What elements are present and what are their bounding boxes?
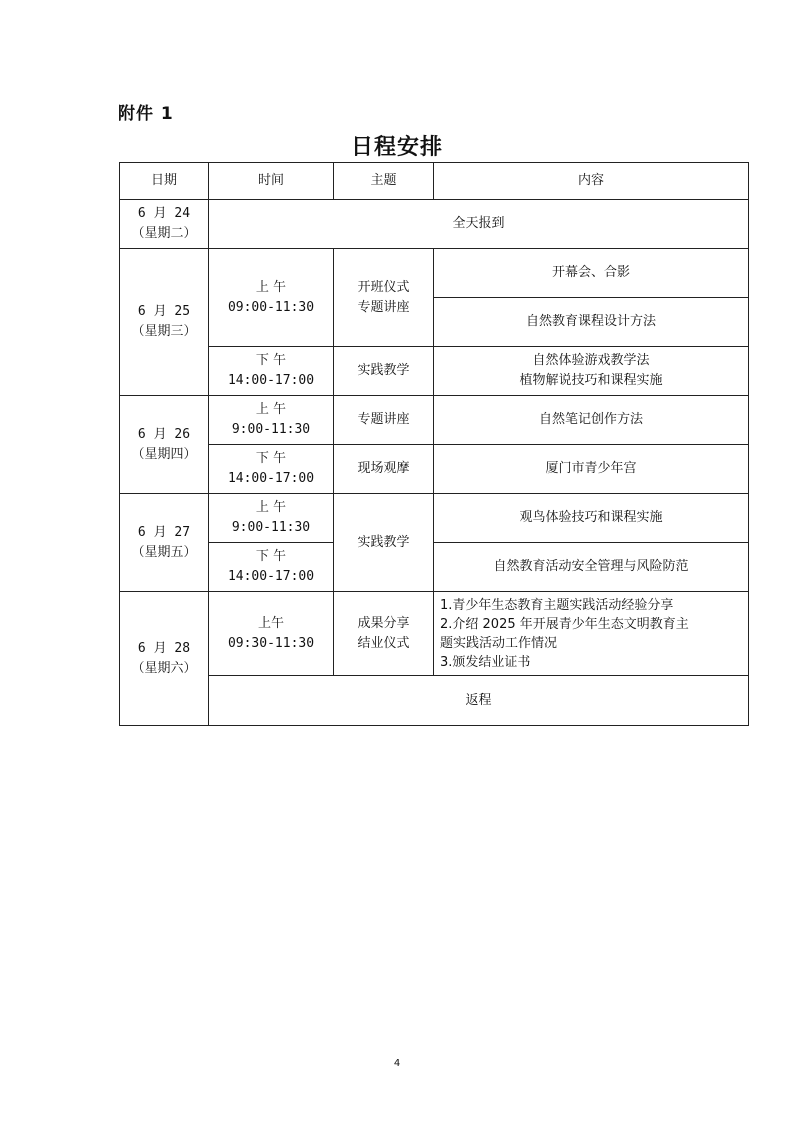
date: 6 月 27 <box>137 524 191 540</box>
header-content: 内容 <box>434 163 749 200</box>
theme-line: 结业仪式 <box>357 635 410 651</box>
table-row <box>120 445 749 494</box>
table-row <box>120 200 749 249</box>
content-cell: 厦门市青少年宫 <box>434 445 749 494</box>
time-cell <box>209 543 334 592</box>
time-range: 9:00-11:30 <box>231 520 311 535</box>
list-item: 2.介绍 2025 年开展青少年生态文明教育主 <box>440 616 689 632</box>
date-cell <box>120 396 209 494</box>
table-row <box>120 347 749 396</box>
date: 6 月 25 <box>137 304 191 319</box>
attachment-label: 附件 1 <box>118 104 174 124</box>
date: 6 月 24 <box>137 206 191 221</box>
theme-cell: 实践教学 <box>334 347 434 396</box>
time-cell <box>209 249 334 347</box>
theme-line: 成果分享 <box>357 615 410 631</box>
content-cell: 自然教育活动安全管理与风险防范 <box>434 543 749 592</box>
theme-cell: 实践教学 <box>334 494 434 592</box>
time-range: 14:00-17:00 <box>227 373 315 388</box>
period-label: 下 午 <box>255 451 287 466</box>
content-cell: 自然教育课程设计方法 <box>434 298 749 347</box>
period-label: 上 午 <box>255 279 287 295</box>
content-cell: 返程 <box>209 676 749 726</box>
theme-line: 专题讲座 <box>357 299 410 315</box>
list-item: 题实践活动工作情况 <box>440 635 558 651</box>
time-cell <box>209 445 334 494</box>
table-row <box>120 543 749 592</box>
time-range: 14:00-17:00 <box>227 569 315 584</box>
content-cell <box>434 347 749 396</box>
time-cell <box>209 494 334 543</box>
weekday: （星期六） <box>131 660 197 676</box>
header-time: 时间 <box>209 163 334 200</box>
time-cell <box>209 592 334 676</box>
content-cell: 观鸟体验技巧和课程实施 <box>434 494 749 543</box>
period-label: 上 午 <box>255 402 287 417</box>
list-item: 3.颁发结业证书 <box>440 654 531 670</box>
date-cell <box>120 494 209 592</box>
content-cell: 全天报到 <box>209 200 749 249</box>
theme-cell <box>334 249 434 347</box>
header-date: 日期 <box>120 163 209 200</box>
table-row <box>120 249 749 298</box>
theme-cell: 现场观摩 <box>334 445 434 494</box>
table-row <box>120 592 749 676</box>
header-theme: 主题 <box>334 163 434 200</box>
weekday: （星期四） <box>131 446 197 462</box>
time-cell <box>209 347 334 396</box>
weekday: （星期二） <box>131 226 197 241</box>
content-line: 自然体验游戏教学法 <box>532 353 650 368</box>
header-row <box>120 163 749 200</box>
page-number: 4 <box>393 1058 401 1069</box>
date: 6 月 26 <box>137 426 191 442</box>
content-cell: 自然笔记创作方法 <box>434 396 749 445</box>
content-cell: 开幕会、合影 <box>434 249 749 298</box>
theme-line: 开班仪式 <box>357 279 410 295</box>
list-item: 1.青少年生态教育主题实践活动经验分享 <box>440 597 674 613</box>
table-row <box>120 396 749 445</box>
period-label: 下 午 <box>255 353 287 368</box>
theme-cell: 专题讲座 <box>334 396 434 445</box>
period-label: 下 午 <box>255 549 287 564</box>
date-cell <box>120 249 209 396</box>
time-range: 09:00-11:30 <box>227 299 315 315</box>
page-title: 日程安排 <box>350 135 443 160</box>
date-cell <box>120 200 209 249</box>
table-row <box>120 676 749 726</box>
date: 6 月 28 <box>137 640 191 656</box>
time-cell <box>209 396 334 445</box>
period-label: 上午 <box>257 615 284 631</box>
content-line: 植物解说技巧和课程实施 <box>519 373 663 388</box>
period-label: 上 午 <box>255 500 287 515</box>
weekday: （星期三） <box>131 324 197 339</box>
date-cell <box>120 592 209 726</box>
table-row <box>120 494 749 543</box>
schedule-table <box>119 162 749 726</box>
time-range: 9:00-11:30 <box>231 422 311 437</box>
weekday: （星期五） <box>131 544 197 560</box>
content-cell <box>434 592 749 676</box>
time-range: 09:30-11:30 <box>227 635 315 651</box>
theme-cell <box>334 592 434 676</box>
time-range: 14:00-17:00 <box>227 471 315 486</box>
